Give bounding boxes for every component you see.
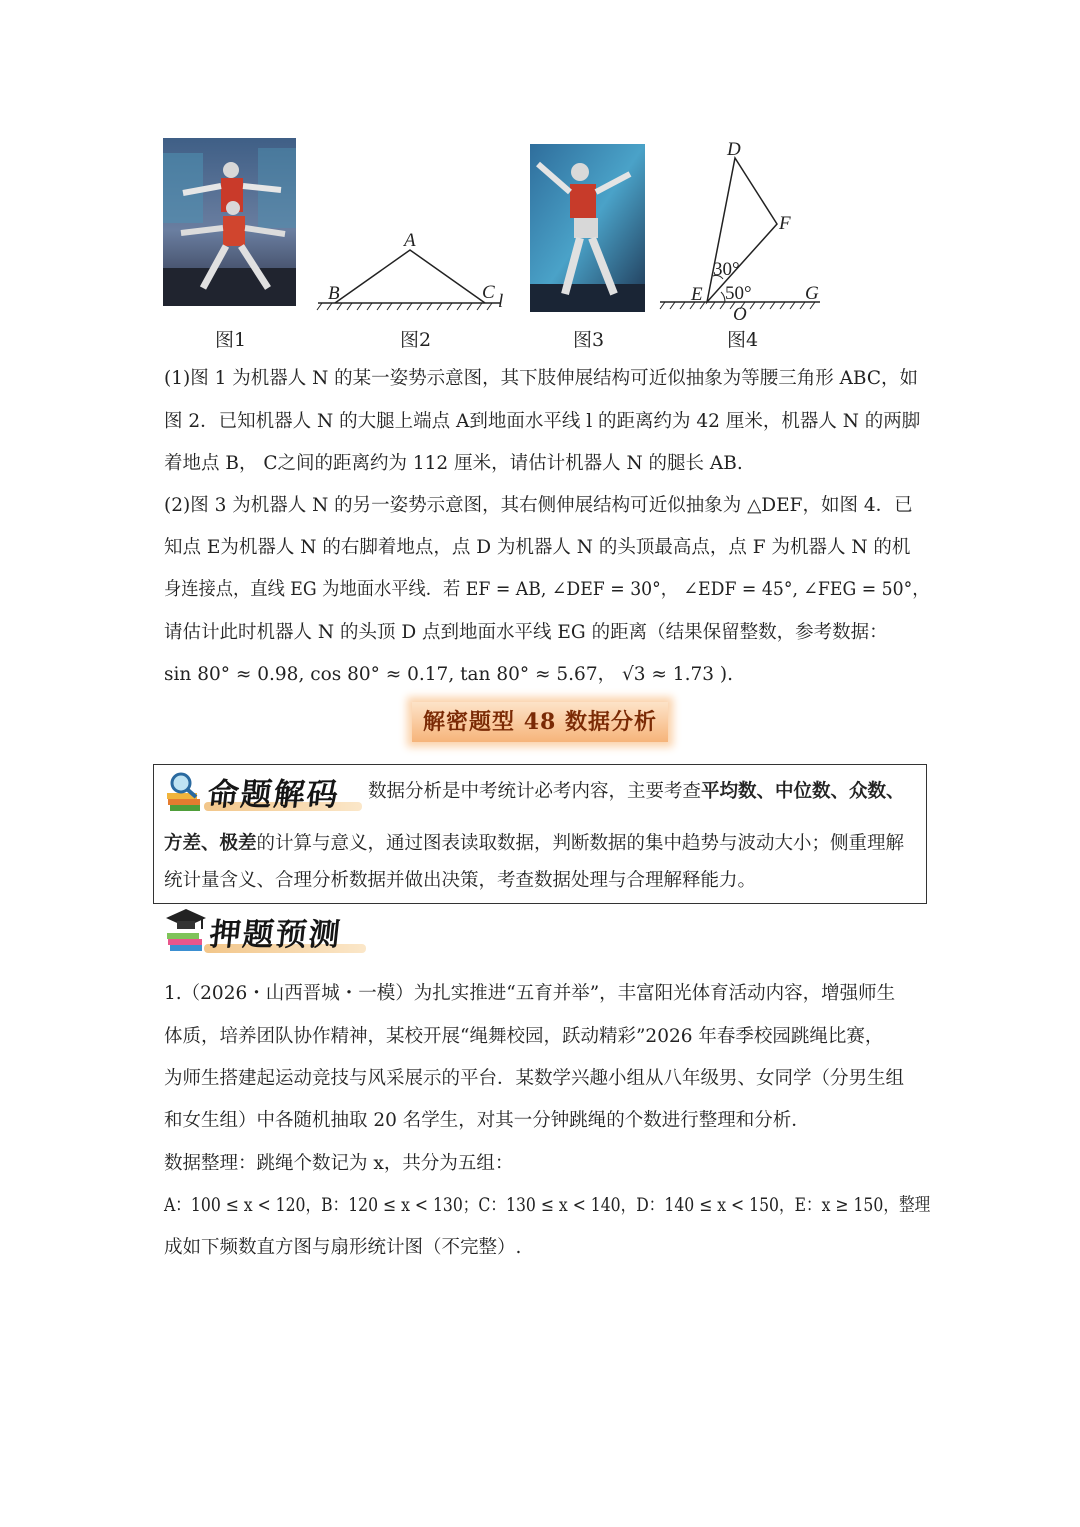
question-line: 1.（2026・山西晋城・一模）为扎实推进“五育并举”，丰富阳光体育活动内容，增强师生 xyxy=(164,983,896,1004)
question-line: 和女生组）中各随机抽取 20 名学生，对其一分钟跳绳的个数进行整理和分析． xyxy=(164,1110,810,1131)
triangle-def-diagram xyxy=(655,136,830,325)
point-d-label: D xyxy=(727,139,741,160)
question-line: A：100 ≤ x < 120，B：120 ≤ x < 130；C：130 ≤ x < 140，D：140 ≤ x < 150，E：x ≥ 150，整理 xyxy=(164,1195,931,1216)
predict-badge-text: 押题预测 xyxy=(207,916,344,953)
problem-line: 着地点 B， C之间的距离约为 112 厘米，请估计机器人 N 的腿长 AB. xyxy=(164,453,743,474)
figure-3-caption: 图3 xyxy=(573,329,605,351)
decode-line-3: 统计量含义、合理分析数据并做出决策，考查数据处理与合理解释能力。 xyxy=(164,870,757,891)
robot-photo-1 xyxy=(163,138,296,306)
line-l-label: l xyxy=(498,291,504,312)
problem-line: 知点 E为机器人 N 的右脚着地点，点 D 为机器人 N 的头顶最高点，点 F 为机器人 N 的机 xyxy=(164,537,911,558)
problem-line: 图 2．已知机器人 N 的大腿上端点 A到地面水平线 l 的距离约为 42 厘米，机器人 N 的两脚 xyxy=(164,411,921,432)
point-g-label: G xyxy=(805,283,819,304)
angle-50-label: 50° xyxy=(725,283,752,304)
point-b-label: B xyxy=(328,283,340,304)
problem-line: 身连接点，直线 EG 为地面水平线．若 EF = AB, ∠DEF = 30°， ∠EDF = 45°, ∠FEG = 50°， xyxy=(164,579,930,600)
figure-4-caption: 图4 xyxy=(727,329,759,351)
decode-line-1-bold: 平均数、中位数、众数、 xyxy=(701,781,905,802)
decode-line-2 xyxy=(164,831,904,857)
triangle-abc-diagram xyxy=(310,228,520,318)
decode-line-2-text: 的计算与意义，通过图表读取数据，判断数据的集中趋势与波动大小；侧重理解 xyxy=(256,833,905,854)
question-line: 为师生搭建起运动竞技与风采展示的平台．某数学兴趣小组从八年级男、女同学（分男生组 xyxy=(164,1068,905,1089)
point-a-label: A xyxy=(404,230,416,251)
point-f-label: F xyxy=(779,213,791,234)
decode-line-1 xyxy=(368,779,905,805)
decode-badge xyxy=(164,768,364,814)
robot-photo-3 xyxy=(530,144,645,312)
question-line: 体质，培养团队协作精神，某校开展“绳舞校园，跃动精彩”2026 年春季校园跳绳比赛， xyxy=(164,1026,884,1047)
section-title: 解密题型 48 数据分析 xyxy=(412,702,668,742)
problem-line: sin 80° ≈ 0.98, cos 80° ≈ 0.17, tan 80° ≈ 5.67， √3 ≈ 1.73 ). xyxy=(164,664,733,685)
decode-line-2-bold: 方差、极差 xyxy=(164,833,257,854)
graduation-cap-books-icon xyxy=(164,907,208,955)
predict-badge xyxy=(164,906,369,956)
question-line: 数据整理：跳绳个数记为 x，共分为五组： xyxy=(164,1153,514,1174)
figure-1-caption: 图1 xyxy=(215,329,247,351)
decode-line-1-text: 数据分析是中考统计必考内容，主要考查 xyxy=(368,781,702,802)
angle-30-label: 30° xyxy=(713,259,740,280)
point-c-label: C xyxy=(482,282,495,303)
problem-line: (2)图 3 为机器人 N 的另一姿势示意图，其右侧伸展结构可近似抽象为 △DEF，如图 4．已 xyxy=(164,495,913,516)
figure-2-caption: 图2 xyxy=(400,329,432,351)
decode-badge-text: 命题解码 xyxy=(205,776,342,813)
point-o-label: O xyxy=(733,304,747,325)
problem-line: (1)图 1 为机器人 N 的某一姿势示意图，其下肢伸展结构可近似抽象为等腰三角形 ABC，如 xyxy=(164,368,919,389)
problem-line: 请估计此时机器人 N 的头顶 D 点到地面水平线 EG 的距离（结果保留整数，参考数据： xyxy=(164,622,888,643)
question-line: 成如下频数直方图与扇形统计图（不完整）. xyxy=(164,1237,522,1258)
magnifier-books-icon xyxy=(164,769,206,813)
point-e-label: E xyxy=(691,284,703,305)
